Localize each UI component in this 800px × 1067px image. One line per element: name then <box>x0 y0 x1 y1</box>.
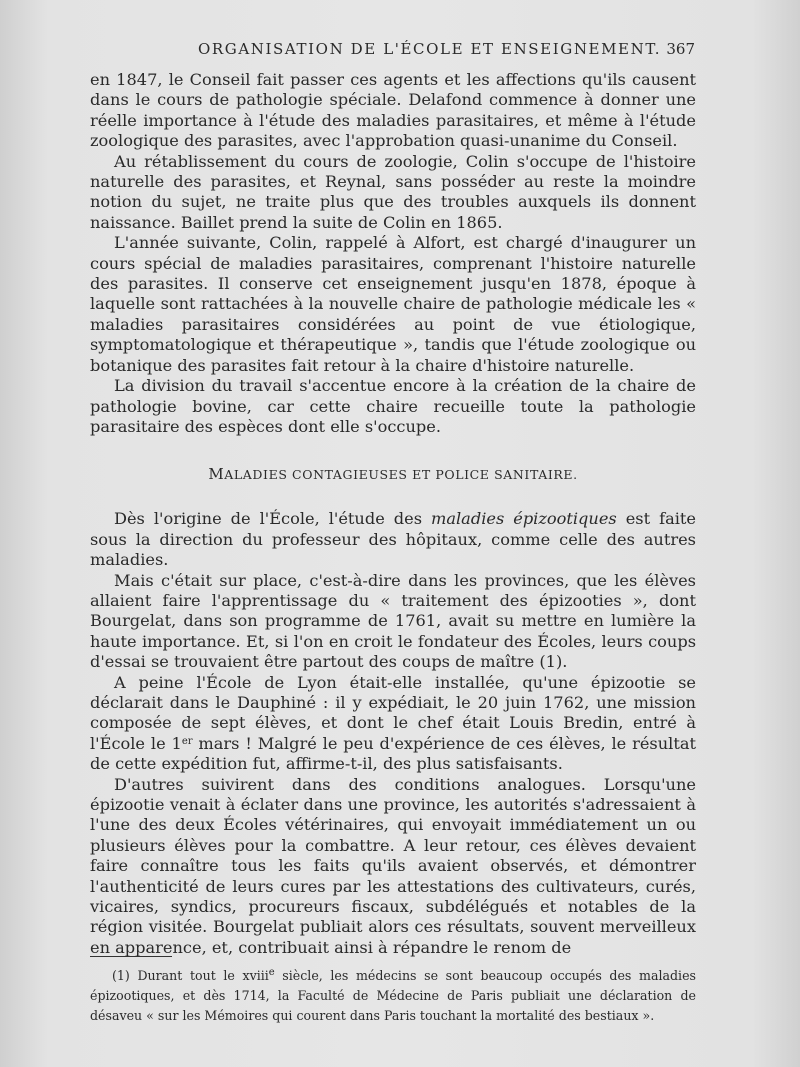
body-text <box>90 70 696 958</box>
paragraph: La division du travail s'accentue encore à la création de la chaire de pathologie bovine, car cette chaire recueille toute la pathologie parasitaire des espèces dont elle s'occupe. <box>90 376 696 436</box>
paragraph: Au rétablissement du cours de zoologie, Colin s'occupe de l'histoire naturelle des parasites, et Reynal, sans posséder au reste la moindre notion du sujet, ne traite plus que des troubles auxquels ils donnent naissance. Baillet prend la suite de Colin en 1865. <box>90 151 696 232</box>
text-run: siècle, les médecins se sont beaucoup occupés des maladies épizootiques, et dès 1714, la Faculté de Médecine de Paris publiait une déclaration de désaveu « sur les Mémoires qui courent dans Paris touchant la mortalité des bestiaux ». <box>90 968 696 1023</box>
paragraph: en 1847, le Conseil fait passer ces agents et les affections qu'ils causent dans le cours de pathologie spéciale. Delafond commence à donner une réelle importance à l'étude des maladies parasitaires, et même à l'étude zoologique des parasites, avec l'approbation quasi-unanime du Conseil. <box>90 70 696 151</box>
running-head <box>90 40 695 62</box>
section-heading <box>90 465 696 483</box>
text-run: (1) Durant tout le xviii <box>112 968 269 983</box>
text-run: Dès l'origine de l'École, l'étude des <box>114 509 431 529</box>
paragraph <box>90 673 696 775</box>
page-number: 367 <box>666 40 695 58</box>
paragraph: Mais c'était sur place, c'est-à-dire dans les provinces, que les élèves allaient faire l'apprentissage du « traitement des épizooties », dont Bourgelat, dans son programme de 1761, avait su mettre en lumière la haute importance. Et, si l'on en croit le fondateur des Écoles, leurs coups d'essai se trouvaient être partout des coups de maître (1). <box>90 570 696 672</box>
paragraph: D'autres suivirent dans des conditions analogues. Lorsqu'une épizootie venait à éclater dans une province, les autorités s'adressaient à l'une des deux Écoles vétérinaires, qui envoyait immédiatement un ou plusieurs élèves pour la combattre. A leur retour, ces élèves devaient faire connaître tous les faits qu'ils avaient observés, et démontrer l'authenticité de leurs cures par les attestations des cultivateurs, curés, vicaires, syndics, procureurs fiscaux, subdélégués et notables de la région visitée. Bourgelat publiait alors ces résultats, souvent merveilleux en apparence, et, contribuait ainsi à répandre le renom de <box>90 774 696 957</box>
text-run: A peine l'École de Lyon était-elle installée, qu'une épizootie se déclarait dans le Dauphiné : il y expédiait, le 20 juin 1762, une mission composée de sept élèves, et dont le chef était Louis Bredin, entré à l'École le 1 <box>90 672 696 753</box>
superscript: e <box>268 967 275 978</box>
footnotes <box>90 966 696 1026</box>
paragraph <box>90 509 696 570</box>
section-heading-rest: ALADIES CONTAGIEUSES ET POLICE SANITAIRE. <box>224 467 578 483</box>
section-heading-initial: M <box>208 465 225 484</box>
paragraph: L'année suivante, Colin, rappelé à Alfort, est chargé d'inaugurer un cours spécial de maladies parasitaires, comprenant l'histoire naturelle des parasites. Il conserve cet enseignement jusqu'en 1878, époque à laquelle sont rattachées à la nouvelle chaire de pathologie médicale les « maladies parasitaires considérées au point de vue étiologique, symptomatologique et thérapeutique », tandis que l'étude zoologique ou botanique des parasites fait retour à la chaire d'histoire naturelle. <box>90 233 696 375</box>
running-title: ORGANISATION DE L'ÉCOLE ET ENSEIGNEMENT. <box>198 40 662 58</box>
text-run: est faite sous la direction du professeur des hôpitaux, comme celle des autres maladies. <box>90 509 696 570</box>
emphasized-term: maladies épizootiques <box>431 509 617 529</box>
text-run: mars ! Malgré le peu d'expérience de ces élèves, le résultat de cette expédition fut, affirme-t-il, des plus satisfaisants. <box>90 733 696 774</box>
superscript: er <box>181 735 193 747</box>
footnote-rule <box>90 956 172 957</box>
footnote <box>90 966 696 1026</box>
